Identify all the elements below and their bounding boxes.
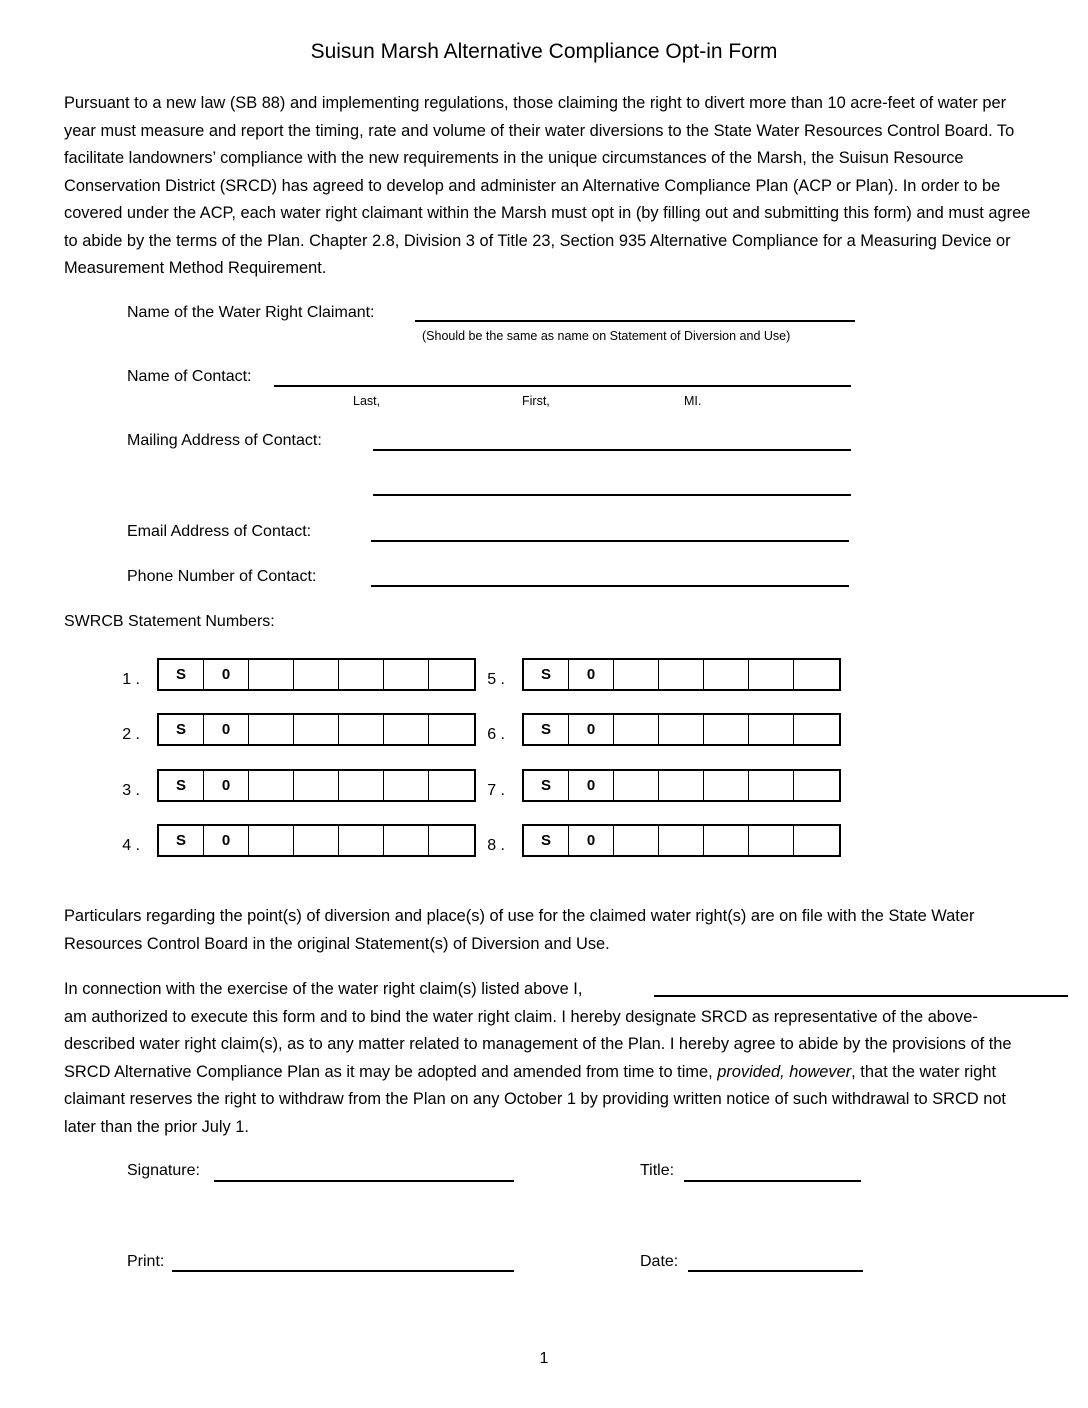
statement-digit[interactable] — [384, 826, 429, 855]
statement-number: 2 . — [122, 726, 140, 743]
statement-digit[interactable] — [384, 715, 429, 744]
connection-italic-text: provided, however — [717, 1062, 852, 1081]
contact-input-line[interactable] — [274, 385, 851, 387]
statement-number: 4 . — [122, 837, 140, 854]
statement-box[interactable] — [522, 824, 841, 857]
statement-prefix-s: S — [524, 826, 569, 855]
statement-digit[interactable] — [794, 660, 839, 689]
claimant-label: Name of the Water Right Claimant: — [127, 304, 375, 321]
statement-digit[interactable] — [794, 771, 839, 800]
statement-digit[interactable] — [249, 826, 294, 855]
statement-prefix-zero: 0 — [569, 771, 614, 800]
statement-prefix-zero: 0 — [204, 826, 249, 855]
phone-label: Phone Number of Contact: — [127, 568, 317, 585]
statement-digit[interactable] — [704, 715, 749, 744]
statement-box[interactable] — [522, 713, 841, 746]
statement-prefix-s: S — [524, 771, 569, 800]
statement-digit[interactable] — [659, 771, 704, 800]
statement-digit[interactable] — [794, 715, 839, 744]
contact-mi-hint: MI. — [684, 394, 702, 408]
connection-paragraph — [64, 976, 1036, 1141]
statement-box[interactable] — [157, 769, 476, 802]
statement-digit[interactable] — [294, 826, 339, 855]
statement-prefix-s: S — [159, 660, 204, 689]
statement-digit[interactable] — [294, 660, 339, 689]
statement-digit[interactable] — [704, 826, 749, 855]
contact-first-hint: First, — [522, 394, 550, 408]
contact-label: Name of Contact: — [127, 368, 252, 385]
statement-number: 6 . — [487, 726, 505, 743]
statement-digit[interactable] — [249, 660, 294, 689]
statement-digit[interactable] — [749, 715, 794, 744]
title-label: Title: — [640, 1162, 675, 1179]
statement-prefix-zero: 0 — [569, 826, 614, 855]
email-label: Email Address of Contact: — [127, 523, 312, 540]
statement-digit[interactable] — [294, 715, 339, 744]
statement-box[interactable] — [157, 824, 476, 857]
form-title: Suisun Marsh Alternative Compliance Opt-in Form — [310, 40, 778, 63]
statement-box[interactable] — [157, 658, 476, 691]
statement-digit[interactable] — [659, 826, 704, 855]
statement-digit[interactable] — [384, 771, 429, 800]
phone-input-line[interactable] — [371, 585, 849, 587]
statement-digit[interactable] — [614, 715, 659, 744]
statement-digit[interactable] — [339, 660, 384, 689]
print-label: Print: — [127, 1253, 165, 1270]
statement-number: 3 . — [122, 782, 140, 799]
mailing-input-line-2[interactable] — [373, 494, 851, 496]
statement-digit[interactable] — [749, 826, 794, 855]
intro-paragraph: Pursuant to a new law (SB 88) and implementing regulations, those claiming the right to divert more than 10 acre-feet of water per year must measure and report the timing, rate and volume of their water diversions to the State Water Resources Control Board. To facilitate landowners’ compliance with the new requirements in the unique circumstances of the Marsh, the Suisun Resource Conservation District (SRCD) has agreed to develop and administer an Alternative Compliance Plan (ACP or Plan). In order to be covered under the ACP, each water right claimant within the Marsh must opt in (by filling out and submitting this form) and must agree to abide by the terms of the Plan. Chapter 2.8, Division 3 of Title 23, Section 935 Alternative Compliance for a Measuring Device or Measurement Method Requirement. — [64, 94, 1031, 277]
statement-prefix-s: S — [159, 826, 204, 855]
statement-prefix-zero: 0 — [204, 660, 249, 689]
print-input-line[interactable] — [172, 1270, 514, 1272]
statement-number: 8 . — [487, 837, 505, 854]
statement-number: 7 . — [487, 782, 505, 799]
statement-digit[interactable] — [339, 771, 384, 800]
title-input-line[interactable] — [684, 1180, 861, 1182]
statement-digit[interactable] — [749, 660, 794, 689]
name-input-line[interactable] — [654, 995, 1068, 997]
date-label: Date: — [640, 1253, 679, 1270]
statement-digit[interactable] — [614, 660, 659, 689]
statement-prefix-s: S — [524, 715, 569, 744]
statement-digit[interactable] — [384, 660, 429, 689]
statement-digit[interactable] — [659, 660, 704, 689]
statement-digit[interactable] — [794, 826, 839, 855]
particulars-paragraph: Particulars regarding the point(s) of diversion and place(s) of use for the claimed water right(s) are on file with the State Water Resources Control Board in the original Statement(s) of Diversion and Use. — [64, 907, 975, 953]
connection-body-text: am authorized to execute this form and to bind the water right claim. I hereby designate SRCD as representative of the above-described water right claim(s), as to any matter related to management of the Plan. I hereby agree to abide by the provisions of the SRCD Alternative Compliance Plan as it may be adopted and amended from time to time, — [64, 1007, 1012, 1081]
statement-prefix-zero: 0 — [204, 715, 249, 744]
contact-last-hint: Last, — [353, 394, 381, 408]
statement-digit[interactable] — [704, 660, 749, 689]
email-input-line[interactable] — [371, 540, 849, 542]
statement-digit[interactable] — [614, 771, 659, 800]
statement-prefix-s: S — [159, 715, 204, 744]
connection-intro-text: In connection with the exercise of the water right claim(s) listed above I, — [64, 980, 583, 998]
statement-digit[interactable] — [249, 715, 294, 744]
statement-number: 1 . — [122, 671, 140, 688]
connection-end-text: , that the water right claimant reserves the right to withdraw from the Plan on any October 1 by providing written notice of such withdrawal to SRCD not later than the prior July 1. — [64, 1062, 1006, 1136]
statement-digit[interactable] — [339, 826, 384, 855]
statement-digit[interactable] — [659, 715, 704, 744]
statement-digit[interactable] — [749, 771, 794, 800]
claimant-input-line[interactable] — [415, 320, 855, 322]
claimant-hint: (Should be the same as name on Statement of Diversion and Use) — [422, 329, 791, 343]
statement-prefix-zero: 0 — [204, 771, 249, 800]
statement-digit[interactable] — [339, 715, 384, 744]
statement-box[interactable] — [522, 658, 841, 691]
statement-digit[interactable] — [294, 771, 339, 800]
statement-box[interactable] — [157, 713, 476, 746]
mailing-label: Mailing Address of Contact: — [127, 432, 322, 449]
statement-digit[interactable] — [704, 771, 749, 800]
date-input-line[interactable] — [688, 1270, 863, 1272]
statement-prefix-s: S — [524, 660, 569, 689]
signature-label: Signature: — [127, 1162, 200, 1179]
statement-box[interactable] — [522, 769, 841, 802]
statement-prefix-zero: 0 — [569, 660, 614, 689]
statement-number: 5 . — [487, 671, 505, 688]
statements-heading: SWRCB Statement Numbers: — [64, 613, 275, 630]
page-number: 1 — [539, 1350, 549, 1367]
signature-input-line[interactable] — [214, 1180, 514, 1182]
statement-digit[interactable] — [249, 771, 294, 800]
mailing-input-line-1[interactable] — [373, 449, 851, 451]
statement-prefix-s: S — [159, 771, 204, 800]
statement-prefix-zero: 0 — [569, 715, 614, 744]
statement-digit[interactable] — [614, 826, 659, 855]
